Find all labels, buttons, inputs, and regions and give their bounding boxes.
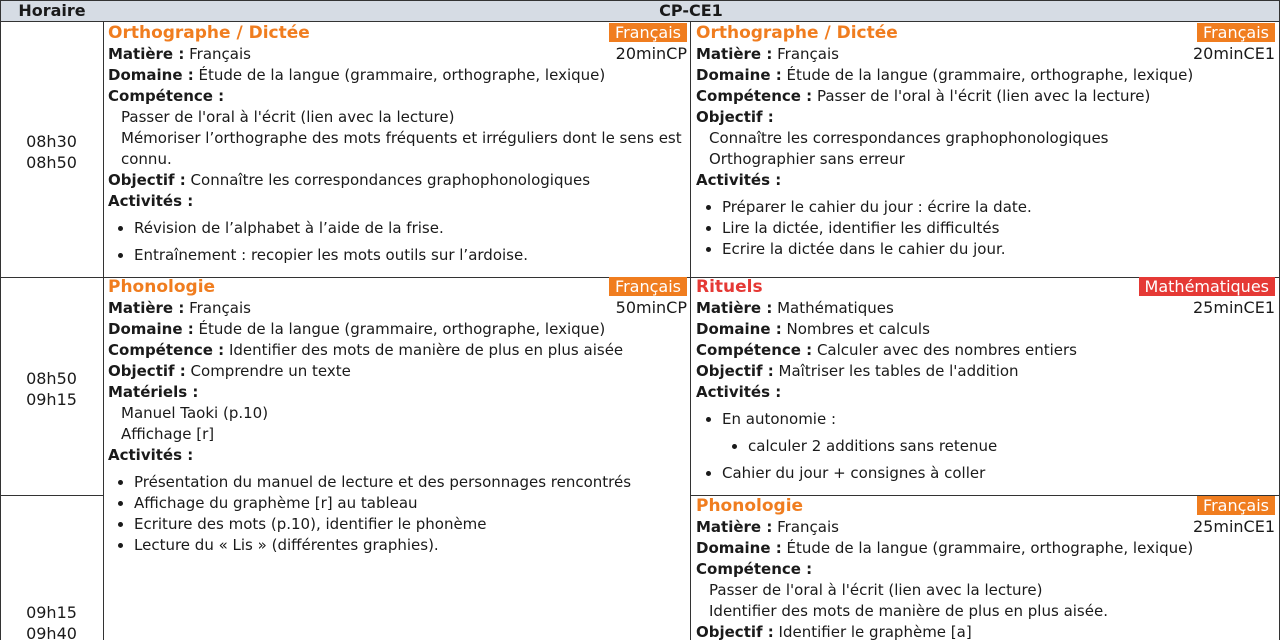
- lesson-title: Phonologie: [108, 277, 216, 297]
- competence-item: Identifier des mots de manière de plus en plus aisée.: [709, 602, 1108, 620]
- time-start: 09h15: [26, 603, 77, 622]
- competence-label: Compétence :: [108, 87, 225, 105]
- time-end: 09h40: [26, 624, 77, 643]
- subject-badge: Français: [609, 277, 687, 296]
- domaine-value: Étude de la langue (grammaire, orthographe, lexique): [198, 320, 606, 338]
- matiere-value: Français: [777, 518, 839, 536]
- activity-item: [722, 409, 1275, 457]
- domaine-label: Domaine :: [108, 66, 194, 84]
- domaine-row: [696, 319, 1275, 340]
- matiere-row: [696, 44, 1275, 65]
- objectif-label: Objectif :: [108, 362, 186, 380]
- matiere-row: [696, 298, 1275, 319]
- header-class: [103, 0, 1280, 22]
- activity-list: [696, 409, 1275, 484]
- materiel-item: Affichage [r]: [121, 425, 215, 443]
- objectif-row: [108, 361, 687, 382]
- lesson-title: Orthographe / Dictée: [108, 23, 310, 43]
- activity-sublist: [722, 436, 1275, 457]
- activity-item: • Ecriture des mots (p.10), identifier le phonème: [134, 514, 687, 535]
- objectif-value: Identifier le graphème [a]: [778, 623, 972, 641]
- time-start: 08h50: [26, 369, 77, 388]
- objectif-label: Objectif :: [108, 171, 186, 189]
- activity-item: • Préparer le cahier du jour : écrire la date.: [722, 197, 1275, 218]
- activity-item: • Présentation du manuel de lecture et des personnages rencontrés: [134, 472, 687, 493]
- objectif-row: [696, 361, 1275, 382]
- objectif-value: Comprendre un texte: [190, 362, 351, 380]
- activity-item: • Cahier du jour + consignes à coller: [722, 463, 1275, 484]
- matiere-value: Français: [777, 45, 839, 63]
- competence-row: [696, 86, 1275, 107]
- domaine-label: Domaine :: [696, 66, 782, 84]
- objectif-row: [108, 170, 687, 191]
- objectif-value: Connaître les correspondances graphophonologiques: [190, 171, 591, 189]
- matiere-value: Français: [189, 45, 251, 63]
- subject-badge: Français: [1197, 496, 1275, 515]
- activity-item: • Révision de l’alphabet à l’aide de la frise.: [134, 218, 687, 239]
- time-start: 08h30: [26, 132, 77, 151]
- domaine-value: Étude de la langue (grammaire, orthographe, lexique): [198, 66, 606, 84]
- competence-label: Compétence :: [108, 341, 225, 359]
- matiere-row: [696, 517, 1275, 538]
- activity-list: [108, 472, 687, 556]
- domaine-value: Étude de la langue (grammaire, orthographe, lexique): [786, 66, 1194, 84]
- lesson-duration: 50minCP: [615, 298, 687, 317]
- activity-item: • Lecture du « Lis » (différentes graphies).: [134, 535, 687, 556]
- ce1-lesson-orthographe: [696, 23, 1275, 260]
- matiere-row: [108, 298, 687, 319]
- domaine-label: Domaine :: [108, 320, 194, 338]
- domaine-row: [696, 65, 1275, 86]
- activites-label: Activités :: [696, 383, 782, 401]
- domaine-row: [696, 538, 1275, 559]
- matiere-row: [108, 44, 687, 65]
- subject-badge: Français: [609, 23, 687, 42]
- grid-line: [0, 22, 1, 640]
- domaine-label: Domaine :: [696, 320, 782, 338]
- matiere-label: Matière :: [108, 45, 185, 63]
- ce1-lesson-phonologie: [696, 496, 1275, 643]
- competence-label: Compétence :: [696, 560, 813, 578]
- objectif-label: Objectif :: [696, 108, 774, 126]
- time-end: 09h15: [26, 390, 77, 409]
- activites-label: Activités :: [108, 192, 194, 210]
- header-horaire-label: Horaire: [18, 1, 86, 20]
- objectif-label: Objectif :: [696, 623, 774, 641]
- competence-label: Compétence :: [696, 87, 813, 105]
- cp-lesson-orthographe: [108, 23, 687, 266]
- matiere-label: Matière :: [696, 518, 773, 536]
- matiere-value: Mathématiques: [777, 299, 894, 317]
- domaine-row: [108, 65, 687, 86]
- competence-item: Passer de l'oral à l'écrit (lien avec la lecture): [121, 108, 455, 126]
- cp-lesson-phonologie: [108, 277, 687, 556]
- lesson-duration: 20minCE1: [1193, 44, 1275, 63]
- objectif-item: Orthographier sans erreur: [709, 150, 905, 168]
- activity-item: • Lire la dictée, identifier les difficultés: [722, 218, 1275, 239]
- competence-item: Mémoriser l’orthographe des mots fréquents et irréguliers dont le sens est connu.: [121, 129, 682, 168]
- objectif-value: Maîtriser les tables de l'addition: [778, 362, 1019, 380]
- grid-line: [690, 22, 691, 640]
- activites-label: Activités :: [696, 171, 782, 189]
- time-end: 08h50: [26, 153, 77, 172]
- activity-list: [696, 197, 1275, 260]
- activity-item: • Ecrire la dictée dans le cahier du jour.: [722, 239, 1275, 260]
- competence-value: Calculer avec des nombres entiers: [816, 341, 1077, 359]
- header-class-label: CP-CE1: [659, 1, 723, 20]
- objectif-label: Objectif :: [696, 362, 774, 380]
- grid-line: [0, 495, 104, 496]
- activity-item: • Affichage du graphème [r] au tableau: [134, 493, 687, 514]
- header-horaire: [0, 0, 104, 22]
- competence-row: [108, 340, 687, 361]
- time-slot-3: [0, 602, 103, 644]
- competence-label: Compétence :: [696, 341, 813, 359]
- lesson-duration: 20minCP: [615, 44, 687, 63]
- ce1-lesson-rituels: [696, 277, 1275, 484]
- matiere-value: Français: [189, 299, 251, 317]
- domaine-row: [108, 319, 687, 340]
- activity-text: En autonomie :: [722, 410, 837, 428]
- objectif-item: Connaître les correspondances graphophonologiques: [709, 129, 1109, 147]
- time-slot-2: [0, 368, 103, 410]
- lesson-title: Rituels: [696, 277, 763, 297]
- subject-badge: Mathématiques: [1139, 277, 1275, 296]
- domaine-value: Nombres et calculs: [786, 320, 930, 338]
- lesson-duration: 25minCE1: [1193, 517, 1275, 536]
- lesson-duration: 25minCE1: [1193, 298, 1275, 317]
- matiere-label: Matière :: [108, 299, 185, 317]
- activity-item: • Entraînement : recopier les mots outils sur l’ardoise.: [134, 245, 687, 266]
- materiel-item: Manuel Taoki (p.10): [121, 404, 269, 422]
- grid-line: [103, 22, 104, 640]
- matiere-label: Matière :: [696, 299, 773, 317]
- activites-label: Activités :: [108, 446, 194, 464]
- matiere-label: Matière :: [696, 45, 773, 63]
- competence-row: [696, 340, 1275, 361]
- lesson-title: Phonologie: [696, 496, 804, 516]
- lesson-title: Orthographe / Dictée: [696, 23, 898, 43]
- competence-item: Passer de l'oral à l'écrit (lien avec la lecture): [709, 581, 1043, 599]
- domaine-label: Domaine :: [696, 539, 782, 557]
- activity-list: [108, 218, 687, 266]
- subject-badge: Français: [1197, 23, 1275, 42]
- activity-subitem: • calculer 2 additions sans retenue: [748, 436, 1275, 457]
- competence-value: Identifier des mots de manière de plus en plus aisée: [228, 341, 624, 359]
- time-slot-1: [0, 131, 103, 173]
- domaine-value: Étude de la langue (grammaire, orthographe, lexique): [786, 539, 1194, 557]
- materiels-label: Matériels :: [108, 383, 199, 401]
- competence-value: Passer de l'oral à l'écrit (lien avec la lecture): [816, 87, 1151, 105]
